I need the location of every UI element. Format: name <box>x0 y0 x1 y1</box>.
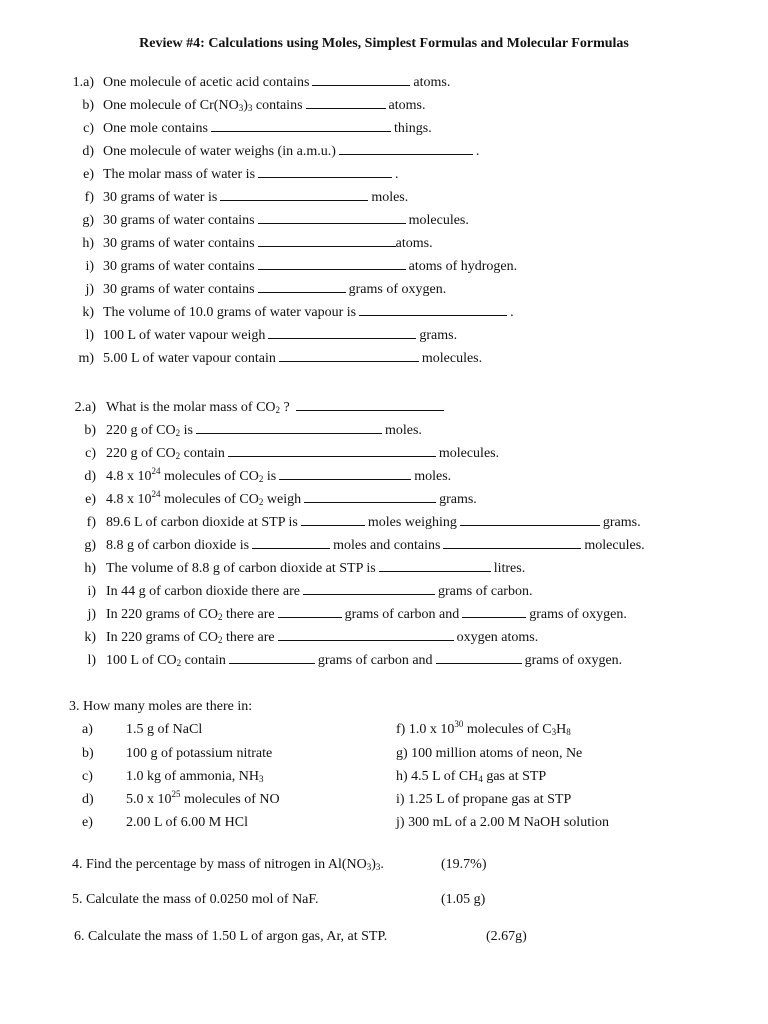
item-text: . <box>510 305 514 320</box>
answer-blank[interactable] <box>258 255 406 270</box>
question-2e <box>0 488 477 509</box>
item-text: ) <box>371 857 376 872</box>
subscript: 2 <box>218 635 223 645</box>
item-text: things. <box>393 121 432 136</box>
subscript: 2 <box>218 612 223 622</box>
item-text: 100 g of potassium nitrate <box>126 746 273 761</box>
item-text: grams. <box>439 492 477 507</box>
subscript: 3 <box>247 103 253 113</box>
item-label: m) <box>78 351 94 366</box>
item-label: e) <box>85 492 96 507</box>
item-text: 220 g of CO <box>106 446 176 461</box>
item-text: 30 grams of water contains <box>103 213 255 228</box>
subscript: 2 <box>258 474 264 484</box>
question-2g <box>0 534 645 555</box>
question-3-heading: 3. How many moles are there in: <box>69 699 253 714</box>
answer-blank[interactable] <box>278 626 454 641</box>
item-text: moles and contains <box>333 538 441 553</box>
item-text: molecules. <box>421 351 483 366</box>
item-label: f) <box>396 722 406 737</box>
question-1l <box>0 324 457 345</box>
item-text: 4. Find the percentage by mass of nitrogen in Al(NO <box>72 857 367 872</box>
item-text: One molecule of acetic acid contains <box>103 75 310 90</box>
item-label: 1.a) <box>72 75 94 90</box>
question-3a <box>82 721 203 739</box>
superscript: 25 <box>171 789 181 799</box>
item-text: H <box>556 722 567 737</box>
answer-blank[interactable] <box>258 209 406 224</box>
subscript: 3 <box>258 774 264 784</box>
item-label: j) <box>396 815 405 830</box>
item-label: h) <box>82 236 94 251</box>
item-text: molecules of CO <box>160 469 259 484</box>
item-text: grams of carbon and <box>344 607 460 622</box>
question-1m <box>0 347 482 368</box>
superscript: 24 <box>151 466 161 476</box>
item-text: litres. <box>493 561 526 576</box>
question-2c <box>0 442 499 463</box>
answer-hint-5: (1.05 g) <box>441 892 486 907</box>
item-text: grams of carbon. <box>437 584 533 599</box>
answer-blank[interactable] <box>279 347 419 362</box>
item-label: b) <box>82 746 94 761</box>
item-text: The volume of 8.8 g of carbon dioxide at STP is <box>106 561 376 576</box>
answer-blank[interactable] <box>279 465 411 480</box>
question-2i <box>0 580 532 601</box>
question-4 <box>72 856 384 874</box>
question-2j <box>0 603 627 624</box>
answer-blank[interactable] <box>258 163 392 178</box>
item-label: c) <box>83 121 94 136</box>
item-text: 8.8 g of carbon dioxide is <box>106 538 250 553</box>
answer-blank[interactable] <box>303 580 435 595</box>
subscript: 2 <box>275 405 281 415</box>
item-text: What is the molar mass of CO <box>106 400 276 415</box>
subscript: 3 <box>238 103 244 113</box>
subscript: 3 <box>551 727 557 737</box>
item-text: In 220 grams of CO <box>106 630 218 645</box>
item-label: f) <box>86 515 96 530</box>
item-label: c) <box>85 446 96 461</box>
subscript: 4 <box>478 774 483 784</box>
item-text: 30 grams of water contains <box>103 236 255 251</box>
item-text: contain <box>181 653 226 668</box>
item-text: 89.6 L of carbon dioxide at STP is <box>106 515 298 530</box>
item-label: c) <box>82 769 93 784</box>
item-label: g) <box>396 746 408 761</box>
answer-blank[interactable] <box>359 301 507 316</box>
superscript: 24 <box>151 489 161 499</box>
item-text: weigh <box>263 492 302 507</box>
item-text: gas at STP <box>482 769 547 784</box>
item-text: molecules of CO <box>160 492 259 507</box>
item-label: j) <box>85 282 94 297</box>
item-label: i) <box>396 792 405 807</box>
question-1f <box>0 186 408 207</box>
subscript: 3 <box>375 862 381 872</box>
answer-blank[interactable] <box>460 511 600 526</box>
item-text: 1.0 x 10 <box>408 722 455 737</box>
item-label: f) <box>84 190 94 205</box>
answer-blank[interactable] <box>436 649 522 664</box>
question-2f <box>0 511 641 532</box>
item-text: moles. <box>384 423 422 438</box>
item-text: molecules of C <box>463 722 552 737</box>
item-text: . <box>475 144 480 159</box>
item-text: 4.8 x 10 <box>106 469 152 484</box>
item-text: atoms. <box>413 75 451 90</box>
item-text: ? <box>280 400 290 415</box>
item-text: 2.00 L of 6.00 M HCl <box>126 815 248 830</box>
item-text: molecules. <box>584 538 645 553</box>
question-3h <box>396 768 546 786</box>
item-text: grams of oxygen. <box>524 653 623 668</box>
answer-blank[interactable] <box>258 278 346 293</box>
answer-blank[interactable] <box>278 603 342 618</box>
item-text: 100 million atoms of neon, Ne <box>411 746 583 761</box>
answer-blank[interactable] <box>443 534 581 549</box>
item-text: contains <box>255 98 303 113</box>
item-label: e) <box>82 815 93 830</box>
item-label: l) <box>85 328 94 343</box>
question-3g <box>396 745 582 763</box>
item-text: 5.0 x 10 <box>126 792 172 807</box>
question-3c <box>82 768 264 786</box>
item-text: molecules. <box>438 446 500 461</box>
item-text: molecules of NO <box>180 792 280 807</box>
item-text: 100 L of water vapour weigh <box>103 328 266 343</box>
item-label: 2.a) <box>74 400 96 415</box>
item-text: atoms. <box>388 98 426 113</box>
answer-blank[interactable] <box>304 488 436 503</box>
item-text: grams of oxygen. <box>348 282 447 297</box>
item-text: The volume of 10.0 grams of water vapour is <box>103 305 357 320</box>
question-1e <box>0 163 399 184</box>
question-1b <box>0 94 425 115</box>
question-1c <box>0 117 432 138</box>
question-5: 5. Calculate the mass of 0.0250 mol of NaF. <box>72 892 319 907</box>
item-text: 4.8 x 10 <box>106 492 152 507</box>
question-6: 6. Calculate the mass of 1.50 L of argon gas, Ar, at STP. <box>74 929 388 944</box>
item-label: a) <box>82 722 93 737</box>
question-3f <box>396 721 571 739</box>
answer-blank[interactable] <box>379 557 491 572</box>
item-text: One molecule of Cr(NO <box>103 98 239 113</box>
item-text: ) <box>243 98 248 113</box>
item-text: grams of carbon and <box>317 653 433 668</box>
item-text: In 44 g of carbon dioxide there are <box>106 584 300 599</box>
answer-hint-6: (2.67g) <box>486 929 527 944</box>
item-text: 4.5 L of CH <box>411 769 479 784</box>
item-label: b) <box>84 423 96 438</box>
subscript: 2 <box>176 658 182 668</box>
item-text: moles. <box>371 190 409 205</box>
item-text: 100 L of CO <box>106 653 177 668</box>
subscript: 2 <box>175 428 181 438</box>
question-2k <box>0 626 538 647</box>
question-2h <box>0 557 525 578</box>
worksheet-title: Review #4: Calculations using Moles, Simplest Formulas and Molecular Formulas <box>139 36 629 51</box>
subscript: 8 <box>566 727 571 737</box>
answer-blank[interactable] <box>211 117 391 132</box>
item-label: i) <box>87 584 96 599</box>
item-text: molecules. <box>408 213 469 228</box>
item-label: h) <box>396 769 408 784</box>
answer-blank[interactable] <box>296 396 444 411</box>
item-text: 30 grams of water is <box>103 190 218 205</box>
question-3i <box>396 791 571 809</box>
question-2l <box>0 649 622 670</box>
superscript: 30 <box>454 719 464 729</box>
item-label: k) <box>82 305 94 320</box>
item-text: moles weighing <box>367 515 457 530</box>
item-label: e) <box>83 167 94 182</box>
question-1j <box>0 278 446 299</box>
item-text: The molar mass of water is <box>103 167 256 182</box>
answer-blank[interactable] <box>228 442 436 457</box>
answer-blank[interactable] <box>306 94 386 109</box>
answer-blank[interactable] <box>196 419 382 434</box>
answer-blank[interactable] <box>462 603 526 618</box>
item-text: there are <box>222 607 275 622</box>
question-3e <box>82 814 248 832</box>
subscript: 2 <box>175 451 181 461</box>
item-text: 300 mL of a 2.00 M NaOH solution <box>408 815 609 830</box>
item-text: there are <box>222 630 275 645</box>
item-text: 1.0 kg of ammonia, NH <box>126 769 259 784</box>
item-label: g) <box>84 538 96 553</box>
question-3b <box>82 745 273 763</box>
item-text: atoms of hydrogen. <box>408 259 518 274</box>
answer-blank[interactable] <box>252 534 330 549</box>
item-text: 1.5 g of NaCl <box>126 722 203 737</box>
item-text: One mole contains <box>103 121 208 136</box>
subscript: 2 <box>258 497 264 507</box>
item-label: j) <box>87 607 96 622</box>
item-text: 220 g of CO <box>106 423 176 438</box>
question-2d <box>0 465 451 486</box>
item-text: 1.25 L of propane gas at STP <box>408 792 572 807</box>
item-text: grams. <box>602 515 641 530</box>
item-label: k) <box>84 630 96 645</box>
item-text: grams. <box>419 328 458 343</box>
answer-hint-4: (19.7%) <box>441 857 487 872</box>
question-3d <box>82 789 280 809</box>
question-1i <box>0 255 517 276</box>
item-label: i) <box>85 259 94 274</box>
question-2b <box>0 419 422 440</box>
item-text: In 220 grams of CO <box>106 607 218 622</box>
item-label: l) <box>87 653 96 668</box>
item-label: g) <box>82 213 94 228</box>
item-label: h) <box>84 561 96 576</box>
item-label: b) <box>82 98 94 113</box>
item-text: 5.00 L of water vapour contain <box>103 351 276 366</box>
item-text: . <box>395 167 399 182</box>
answer-blank[interactable] <box>229 649 315 664</box>
answer-blank[interactable] <box>220 186 368 201</box>
item-text: contain <box>180 446 225 461</box>
item-text: . <box>380 857 384 872</box>
item-text: is <box>180 423 193 438</box>
item-text: grams of oxygen. <box>529 607 627 622</box>
item-text: is <box>263 469 277 484</box>
answer-blank[interactable] <box>268 324 416 339</box>
item-label: d) <box>84 469 96 484</box>
answer-blank[interactable] <box>258 232 396 247</box>
item-text: atoms. <box>395 236 433 251</box>
question-2a <box>0 396 447 417</box>
question-1d <box>0 140 479 161</box>
item-text: 30 grams of water contains <box>103 282 255 297</box>
item-label: d) <box>82 144 94 159</box>
question-1h <box>0 232 433 253</box>
item-text: moles. <box>414 469 452 484</box>
subscript: 3 <box>366 862 372 872</box>
question-1a <box>0 71 450 92</box>
item-text: oxygen atoms. <box>456 630 539 645</box>
question-3j <box>396 814 609 832</box>
question-1g <box>0 209 469 230</box>
item-text: One molecule of water weighs (in a.m.u.) <box>103 144 336 159</box>
item-text: 30 grams of water contains <box>103 259 255 274</box>
answer-blank[interactable] <box>301 511 365 526</box>
answer-blank[interactable] <box>339 140 473 155</box>
question-1k <box>0 301 514 322</box>
item-label: d) <box>82 792 94 807</box>
answer-blank[interactable] <box>312 71 410 86</box>
